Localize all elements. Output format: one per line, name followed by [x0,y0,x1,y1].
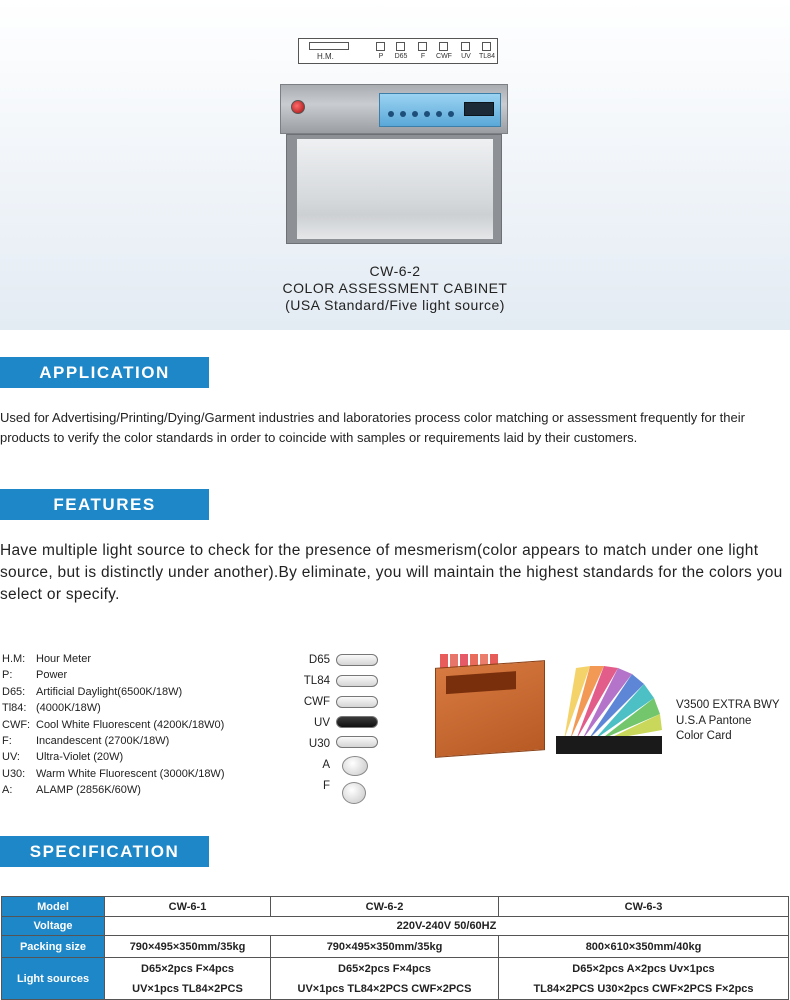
hour-meter-label: H.M. [317,52,334,61]
switch-icon [396,42,405,51]
row-header: Model [2,897,105,917]
product-name: COLOR ASSESSMENT CABINET [282,280,508,296]
cabinet-interior [297,139,493,239]
legend-value: Cool White Fluorescent (4200K/18W0) [36,718,225,731]
hour-meter-display [464,102,494,116]
switch-icon [482,42,491,51]
table-row [2,897,789,917]
button-icon [400,111,406,117]
legend-value: Warm White Fluorescent (3000K/18W) [36,767,225,780]
switch-label: UV [461,53,471,60]
legend-key: A: [2,784,13,797]
legend-row [2,733,282,749]
legend-key: Tl84: [2,702,27,715]
hour-meter-box [309,42,349,50]
row-header: Packing size [2,936,105,958]
lamp-label: CWF [303,696,330,708]
legend-key: CWF: [2,718,31,731]
uv-tube-lamp-icon [336,716,378,728]
cell-line: D65×2pcs F×4pcs [338,962,431,975]
legend-value: Hour Meter [36,653,92,665]
power-knob-icon [291,100,305,114]
pantone-note [676,698,780,745]
switch-icon [418,42,427,51]
pantone-note-line: U.S.A Pantone [676,714,752,727]
tube-lamp-icon [336,675,378,687]
table-cell: 800×610×350mm/40kg [499,936,789,958]
switch-label: D65 [394,53,408,60]
table-cell: CW-6-3 [499,897,789,917]
legend-value: ALAMP (2856K/60W) [36,784,141,797]
cell-line: UV×1pcs TL84×2PCS [132,982,243,995]
lamp-label: A [322,759,330,771]
pantone-fan-card [556,736,662,754]
abbreviation-legend [2,651,282,799]
features-text: Have multiple light source to check for the presence of mesmerism(color appears to match under one light source, but is distinctly under another).By eliminate, you will maintain the highest standards for the colors you select or specify. [0,542,783,603]
switch-label: CWF [436,53,452,60]
cabinet-top [280,84,508,134]
switch-label: F [420,53,426,60]
product-subtitle: (USA Standard/Five light source) [285,297,505,313]
legend-value: Power [36,669,68,682]
table-row [2,917,789,936]
tube-lamp-icon [336,736,378,748]
cell-line: UV×1pcs TL84×2PCS CWF×2PCS [297,982,472,995]
application-text: Used for Advertising/Printing/Dying/Garment industries and laboratories process color matching or assessment frequently for their products to verify the color standards in order to coincide with samples or requirements laid by their customers. [0,410,745,445]
legend-key: P: [2,669,13,682]
table-cell: CW-6-2 [271,897,499,917]
specification-table [1,896,789,1000]
tube-lamp-icon [336,696,378,708]
table-cell [499,958,789,1000]
button-icon [436,111,442,117]
control-panel-diagram [298,38,498,64]
pantone-note-line: V3500 EXTRA BWY [676,699,780,711]
cabinet-floor [297,215,493,239]
bulb-lamp-icon [342,782,366,804]
tube-lamp-icon [336,654,378,666]
table-cell: 790×495×350mm/35kg [105,936,271,958]
lamp-label: D65 [308,654,330,666]
legend-key: H.M: [2,653,26,665]
features-heading: FEATURES [0,489,209,520]
button-icon [424,111,430,117]
legend-row [2,667,282,683]
pantone-box-label-area [446,671,516,694]
legend-row [2,700,282,716]
table-cell [271,958,499,1000]
legend-row [2,766,282,782]
table-cell: 220V-240V 50/60HZ [105,917,789,936]
legend-row [2,749,282,765]
row-header: Light sources [2,958,105,1000]
lamp-label: U30 [308,738,330,750]
lamp-illustrations [300,650,400,810]
switch-label: P [378,53,384,60]
legend-value: Artificial Daylight(6500K/18W) [36,685,183,698]
table-row [2,936,789,958]
switch-label: TL84 [479,53,495,60]
table-cell [105,958,271,1000]
cell-line: D65×2pcs F×4pcs [141,962,234,975]
lamp-label: F [322,780,330,792]
product-model: CW-6-2 [369,263,421,279]
cabinet-control-panel [379,93,501,127]
hero-section [0,0,790,330]
button-icon [388,111,394,117]
application-heading: APPLICATION [0,357,209,388]
legend-row [2,782,282,798]
table-row [2,958,789,1000]
legend-key: F: [2,734,12,747]
switch-icon [376,42,385,51]
legend-key: UV: [2,751,20,764]
bulb-lamp-icon [342,756,368,776]
switch-icon [461,42,470,51]
legend-value: (4000K/18W) [36,702,101,715]
row-header: Voltage [2,917,105,936]
legend-key: D65: [2,685,26,698]
button-icon [412,111,418,117]
lamp-label: UV [314,717,330,729]
specification-heading: SPECIFICATION [0,836,209,867]
legend-row [2,717,282,733]
cabinet-body [286,134,502,244]
pantone-box-image [435,660,545,758]
legend-row [2,651,282,667]
legend-row [2,684,282,700]
table-cell: 790×495×350mm/35kg [271,936,499,958]
legend-value: Ultra-Violet (20W) [36,751,124,764]
switch-icon [439,42,448,51]
table-cell: CW-6-1 [105,897,271,917]
legend-value: Incandescent (2700K/18W) [36,734,170,747]
button-icon [448,111,454,117]
cell-line: D65×2pcs A×2pcs Uv×1pcs [572,962,715,975]
legend-key: U30: [2,767,26,780]
pantone-note-line: Color Card [676,730,732,742]
lamp-label: TL84 [303,675,330,687]
cell-line: TL84×2PCS U30×2pcs CWF×2PCS F×2pcs [533,982,754,995]
